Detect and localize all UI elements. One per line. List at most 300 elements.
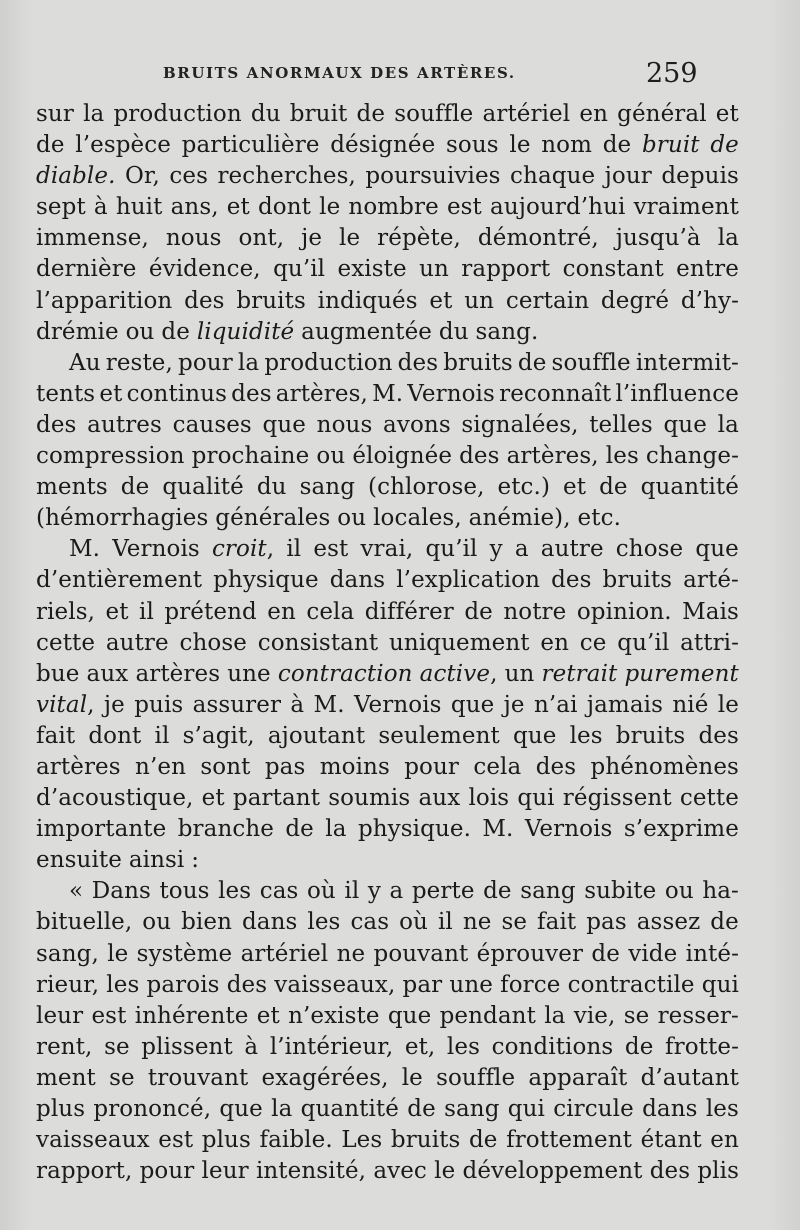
word: poursuivies — [365, 163, 501, 190]
word: Vernois — [353, 691, 442, 718]
word: par — [402, 971, 443, 998]
word: a — [514, 536, 529, 563]
word: sang — [520, 878, 576, 905]
word: système — [136, 940, 233, 967]
page-header — [0, 58, 800, 92]
word: opinion. — [576, 598, 672, 625]
word: qui — [701, 971, 739, 998]
word: cas — [350, 909, 390, 936]
word: degré — [600, 287, 670, 314]
word: il — [437, 909, 453, 936]
word: de — [483, 878, 512, 905]
word: pas — [264, 753, 306, 780]
word: cela — [473, 753, 522, 780]
word: que — [450, 691, 495, 718]
word: et — [429, 287, 453, 314]
word: Or, — [124, 163, 160, 190]
word: général — [617, 101, 707, 127]
word: du — [250, 101, 281, 127]
word: bruits — [390, 1127, 461, 1154]
word: de — [624, 1033, 654, 1060]
word: attri- — [680, 629, 739, 656]
text-line — [36, 130, 739, 161]
word: conditions — [491, 1033, 614, 1060]
word: que — [663, 411, 707, 438]
word: vaisseaux, — [274, 971, 396, 998]
word: ainsi — [128, 847, 185, 874]
word: se — [623, 1002, 650, 1029]
word: indiqués — [317, 287, 418, 314]
word: tents — [36, 380, 96, 407]
text-line — [36, 690, 739, 721]
word: n’en — [135, 753, 186, 780]
word: un — [464, 287, 495, 314]
word: frotte- — [665, 1033, 739, 1060]
word: ans, — [170, 194, 219, 221]
word: jour — [604, 163, 652, 190]
word: dont — [88, 722, 142, 749]
word: M. — [69, 536, 101, 563]
text-line — [36, 845, 739, 876]
word: ou — [142, 909, 172, 936]
word: à — [244, 1033, 259, 1060]
word: etc. — [577, 505, 621, 532]
word: rent, — [36, 1033, 93, 1060]
word: pour — [178, 349, 233, 376]
word: entre — [676, 256, 739, 283]
word: et — [226, 194, 250, 221]
word: Vernois — [407, 380, 495, 407]
word: où — [399, 909, 428, 936]
word: circule — [553, 1096, 634, 1122]
word: le — [717, 691, 739, 718]
word: générales — [215, 505, 331, 532]
word: nombre — [348, 194, 439, 221]
word: ces — [169, 163, 208, 190]
word: production — [113, 101, 242, 127]
text-line — [36, 410, 739, 441]
word: évidence, — [148, 256, 261, 283]
word: les — [569, 722, 603, 749]
word: ments — [36, 474, 108, 501]
text-line — [36, 348, 739, 379]
word: je — [301, 225, 323, 252]
text-line — [36, 876, 739, 907]
word: où — [306, 878, 336, 905]
word: plis — [697, 1158, 739, 1185]
word: le — [509, 132, 531, 159]
word: causes — [172, 411, 252, 438]
word: l’apparition — [36, 287, 173, 314]
word: de — [356, 101, 386, 127]
word: il — [154, 722, 170, 749]
word: artères — [36, 753, 121, 780]
text-line — [36, 597, 739, 628]
word: qu’il — [425, 536, 478, 563]
word: je — [103, 691, 125, 718]
word: la — [83, 101, 105, 127]
word: est — [446, 194, 482, 221]
word: prétend — [164, 598, 257, 625]
word: cette — [679, 785, 739, 812]
word: uniquement — [389, 629, 530, 656]
word: compression — [36, 443, 185, 470]
word: l’influence — [615, 380, 739, 407]
word: de — [599, 474, 628, 501]
word: huit — [115, 194, 163, 221]
word: y — [367, 878, 381, 905]
word: de — [464, 598, 493, 625]
word: Les — [341, 1127, 383, 1154]
word: moins — [319, 753, 390, 780]
word: vrai, — [360, 536, 414, 563]
word: etc.) — [497, 474, 551, 501]
text-line — [36, 752, 739, 783]
word: dont — [257, 194, 311, 221]
word: une — [449, 971, 493, 998]
word: croit, — [211, 536, 275, 563]
word: et, — [404, 1033, 436, 1060]
text-line — [36, 99, 739, 130]
word: des — [36, 411, 77, 438]
word: avec — [373, 1158, 427, 1185]
word: des — [231, 380, 272, 407]
text-line — [36, 721, 739, 752]
word: pour — [404, 753, 459, 780]
word: rapport, — [36, 1158, 133, 1185]
word: continus — [126, 380, 227, 407]
word: souffle — [394, 101, 474, 127]
word: artères — [135, 660, 221, 687]
word: de — [120, 474, 150, 501]
word: ou — [664, 878, 694, 905]
word: particulière — [181, 132, 320, 159]
word: apparaît — [528, 1064, 628, 1091]
word: en — [540, 629, 570, 656]
word: bruits — [236, 287, 306, 314]
word: phénomènes — [590, 753, 739, 780]
word: bruit — [641, 132, 700, 159]
word: autres — [87, 411, 162, 438]
word: de — [710, 132, 739, 159]
word: d’acoustique, — [36, 785, 194, 812]
word: chose — [179, 629, 247, 656]
text-line — [36, 628, 739, 659]
word: reste, — [105, 349, 173, 376]
text-line — [36, 659, 739, 690]
word: des — [226, 971, 268, 998]
word: et — [563, 474, 587, 501]
word: la — [271, 1096, 293, 1122]
text-line — [36, 1063, 739, 1094]
word: s’agit, — [182, 722, 255, 749]
word: a — [389, 878, 404, 905]
word: dans — [241, 909, 298, 936]
word: change- — [645, 443, 739, 470]
word: branche — [177, 816, 274, 843]
word: les — [106, 971, 140, 998]
word: pouvant — [373, 940, 469, 967]
word: de — [602, 132, 632, 159]
word: intensité, — [255, 1158, 367, 1185]
word: cette — [36, 629, 96, 656]
word: vital, — [36, 691, 95, 718]
word: est — [158, 1127, 194, 1154]
word: que — [695, 536, 739, 563]
word: resser- — [657, 1002, 739, 1029]
text-line — [36, 161, 739, 192]
word: il — [344, 878, 360, 905]
word: que — [219, 1096, 263, 1122]
word: sept — [36, 194, 86, 221]
word: rapport — [461, 256, 551, 283]
word: la — [717, 411, 739, 438]
word: que — [262, 411, 306, 438]
word: frottement — [506, 1127, 633, 1154]
word: liquidité — [196, 318, 295, 345]
word: ha- — [702, 878, 739, 905]
word: vie, — [573, 1002, 616, 1029]
word: M. — [482, 816, 514, 843]
word: il — [286, 536, 302, 563]
word: M. — [313, 691, 345, 718]
word: des — [397, 349, 439, 376]
word: un — [504, 660, 535, 687]
word: aux — [86, 660, 129, 687]
text-line — [36, 534, 739, 565]
word: le — [339, 225, 361, 252]
text-line — [36, 1156, 739, 1187]
text-line — [36, 379, 739, 410]
text-line — [36, 939, 739, 970]
word: seulement — [378, 722, 500, 749]
word: ont, — [238, 225, 285, 252]
word: des — [184, 287, 225, 314]
word: y — [489, 536, 503, 563]
word: en — [267, 598, 296, 625]
word: autre — [105, 629, 169, 656]
word: diable. — [36, 163, 116, 190]
word: pas — [586, 909, 627, 936]
word: recherches, — [217, 163, 356, 190]
text-line — [36, 254, 739, 285]
word: perte — [411, 878, 475, 905]
word: rieur, — [36, 971, 100, 998]
word: bien — [181, 909, 232, 936]
word: des — [535, 753, 577, 780]
word: Dans — [91, 878, 151, 905]
word: sang — [444, 1096, 500, 1122]
word: inté- — [685, 940, 739, 967]
word: la — [544, 1002, 566, 1029]
word: qui — [507, 1096, 545, 1122]
word: sang, — [36, 940, 99, 967]
word: physique. — [357, 816, 471, 843]
text-line — [36, 1032, 739, 1063]
word: bruit — [289, 101, 348, 127]
word: l’explication — [396, 567, 541, 594]
word: quantité — [640, 474, 739, 501]
word: artères, — [506, 443, 599, 470]
word: et — [99, 380, 123, 407]
word: contractile — [567, 971, 695, 998]
word: fait — [36, 722, 76, 749]
word: Vernois — [524, 816, 613, 843]
word: et — [201, 785, 225, 812]
word: bue — [36, 660, 80, 687]
word: ou — [125, 318, 155, 345]
word: l’espèce — [75, 132, 171, 159]
word: se — [501, 909, 528, 936]
word: contraction — [277, 660, 413, 687]
word: la — [325, 816, 347, 843]
word: avons — [383, 411, 451, 438]
word: qu’il — [273, 256, 326, 283]
word: existe — [337, 256, 407, 283]
word: jusqu’à — [615, 225, 701, 252]
word: un — [419, 256, 449, 283]
word: démontré, — [477, 225, 599, 252]
text-line — [36, 783, 739, 814]
text-line — [36, 441, 739, 472]
word: arté- — [683, 567, 739, 594]
word: riels, — [36, 598, 96, 625]
word: notre — [503, 598, 567, 625]
word: n’ai — [533, 691, 578, 718]
word: sang — [299, 474, 356, 501]
word: des — [698, 722, 739, 749]
word: active, — [419, 660, 498, 687]
word: force — [500, 971, 561, 998]
word: prononcé, — [93, 1096, 212, 1122]
word: parois — [146, 971, 220, 998]
word: n’existe — [288, 1002, 380, 1029]
word: plissent — [141, 1033, 233, 1060]
word: quantité — [300, 1096, 399, 1122]
word: nous — [316, 411, 373, 438]
text-line — [36, 192, 739, 223]
word: sang. — [475, 318, 539, 345]
word: développement — [462, 1158, 643, 1185]
word: qualité — [162, 474, 244, 501]
word: de — [591, 940, 620, 967]
word: purement — [624, 660, 739, 687]
word: et — [256, 1002, 280, 1029]
word: du — [438, 318, 469, 345]
word: sous — [446, 132, 499, 159]
word: physique — [213, 567, 319, 594]
word: importante — [36, 816, 167, 843]
word: soumis — [328, 785, 411, 812]
word: du — [256, 474, 287, 501]
word: drémie — [36, 318, 119, 345]
word: production — [264, 349, 393, 376]
word: depuis — [661, 163, 739, 190]
text-line — [36, 503, 739, 534]
word: qu’il — [617, 629, 670, 656]
word: et — [105, 598, 129, 625]
word: une — [227, 660, 271, 687]
word: constant — [562, 256, 664, 283]
text-line — [36, 970, 739, 1001]
word: le — [434, 1158, 456, 1185]
text-line — [36, 814, 739, 845]
word: de — [161, 318, 190, 345]
text-body — [36, 99, 739, 1187]
word: souffle — [551, 349, 631, 376]
word: se — [109, 1064, 135, 1091]
word: reconnaît — [499, 380, 612, 407]
text-line — [36, 1001, 739, 1032]
word: ce — [579, 629, 607, 656]
word: bituelle, — [36, 909, 133, 936]
word: étant — [640, 1127, 702, 1154]
word: nom — [541, 132, 593, 159]
word: d’entièrement — [36, 567, 203, 594]
word: des — [459, 443, 500, 470]
word: ment — [36, 1064, 96, 1091]
word: pendant — [439, 1002, 536, 1029]
word: plus — [201, 1127, 251, 1154]
word: les — [307, 909, 341, 936]
word: ne — [336, 940, 366, 967]
word: nié — [672, 691, 709, 718]
word: des — [649, 1158, 691, 1185]
page-number: 259 — [646, 58, 698, 89]
word: la — [717, 225, 739, 252]
word: à — [93, 194, 108, 221]
word: (chlorose, — [368, 474, 485, 501]
word: augmentée — [301, 318, 432, 345]
word: en — [710, 1127, 739, 1154]
word: (hémorrhagies — [36, 505, 209, 532]
text-line — [36, 317, 739, 348]
word: sont — [200, 753, 251, 780]
word: consistant — [257, 629, 379, 656]
word: pour — [139, 1158, 195, 1185]
word: les — [605, 443, 639, 470]
text-line — [36, 565, 739, 596]
running-head: BRUITS ANORMAUX DES ARTÈRES. — [163, 64, 516, 82]
word: dans — [329, 567, 386, 594]
word: l’intérieur, — [269, 1033, 394, 1060]
word: ensuite — [36, 847, 122, 874]
word: je — [503, 691, 525, 718]
word: est — [91, 1002, 127, 1029]
word: les — [218, 878, 252, 905]
word: les — [705, 1096, 739, 1122]
word: souffle — [436, 1064, 516, 1091]
word: : — [191, 847, 200, 874]
word: se — [104, 1033, 130, 1060]
word: aux — [418, 785, 461, 812]
word: bruits — [443, 349, 513, 376]
word: autre — [540, 536, 604, 563]
word: subite — [584, 878, 657, 905]
word: immense, — [36, 225, 149, 252]
word: dans — [642, 1096, 698, 1122]
word: Au — [69, 349, 101, 376]
text-line — [36, 1094, 739, 1125]
word: vide — [628, 940, 678, 967]
word: artères, — [275, 380, 368, 407]
word: jamais — [586, 691, 663, 718]
word: de — [517, 349, 547, 376]
word: nous — [165, 225, 222, 252]
word: artériel — [240, 940, 329, 967]
word: Mais — [682, 598, 739, 625]
word: assurer — [192, 691, 282, 718]
